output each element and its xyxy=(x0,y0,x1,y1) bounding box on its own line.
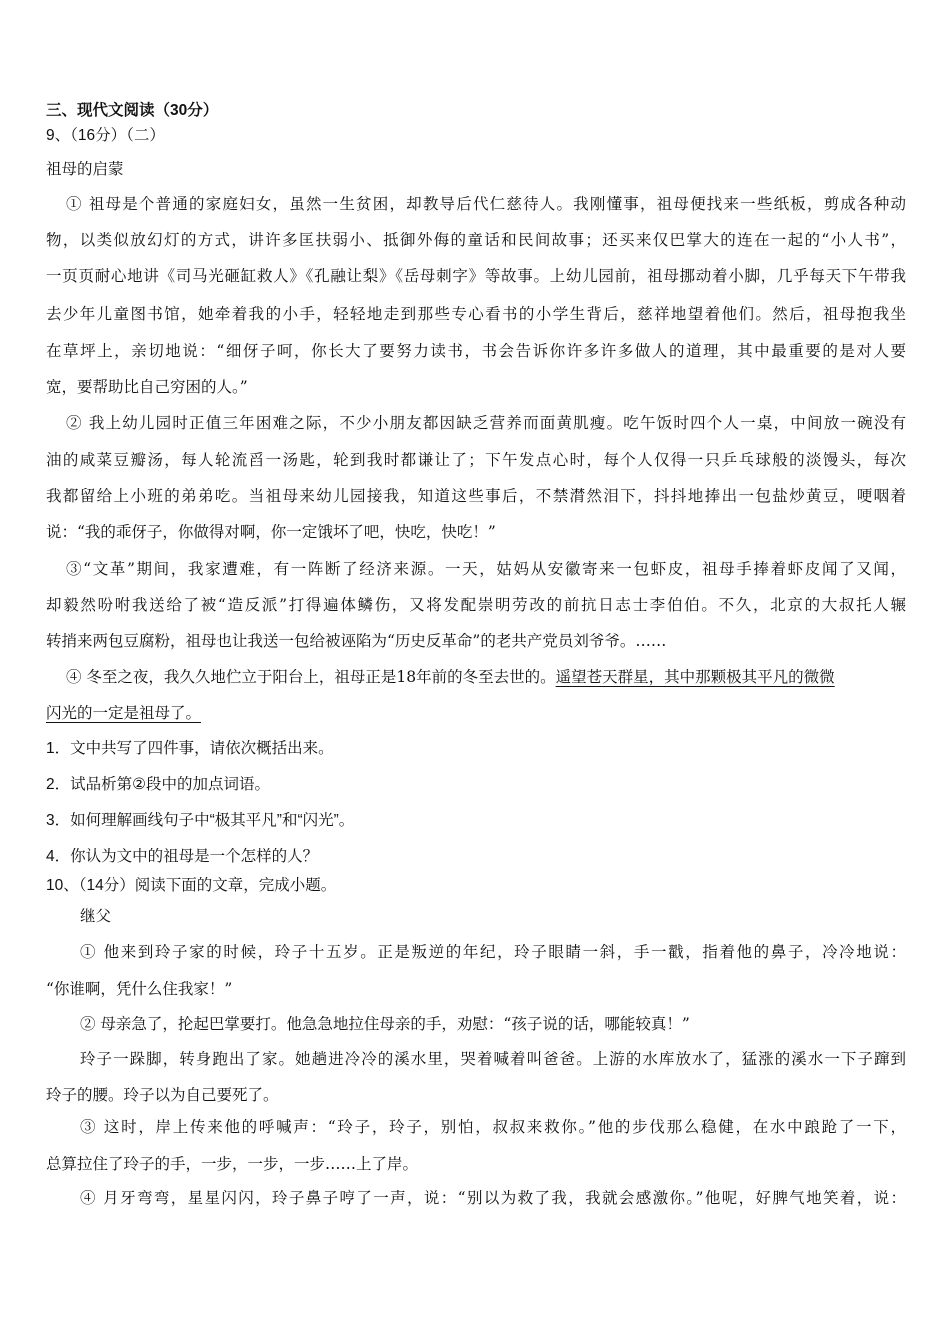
passage-line: 油的咸菜豆瓣汤，每人轮流舀一汤匙，轮到我时都谦让了；下午发点心时，每个人仅得一只乒乓球般的淡馒头，每次 xyxy=(46,451,906,469)
question-item: 3．如何理解画线句子中“极其平凡”和“闪光”。 xyxy=(46,812,355,829)
passage-line: 总算拉住了玲子的手，一步，一步，一步……上了岸。 xyxy=(46,1155,419,1173)
question-9-header: 9、（16分）（二） xyxy=(46,127,165,144)
passage-line: 在草坪上，亲切地说：“细伢子呵，你长大了要努力读书，书会告诉你许多许多做人的道理，其中最重要的是对人要 xyxy=(46,342,906,360)
question-item: 4．你认为文中的祖母是一个怎样的人？ xyxy=(46,848,319,865)
passage-line: 一页页耐心地讲《司马光砸缸救人》《孔融让梨》《岳母刺字》等故事。上幼儿园前，祖母挪动着小脚，几乎每天下午带我 xyxy=(46,267,906,285)
question-item: 2．试品析第②段中的加点词语。 xyxy=(46,776,271,793)
underlined-sentence: 闪光的一定是祖母了。 xyxy=(46,704,202,722)
passage-line: 却毅然吩咐我送给了被“造反派”打得遍体鳞伤，又将发配崇明劳改的前抗日志士李伯伯。不久，北京的大叔托人辗 xyxy=(46,596,906,614)
passage-line: 我都留给上小班的弟弟吃。当祖母来幼儿园接我，知道这些事后，不禁潸然泪下，抖抖地捧出一包盐炒黄豆，哽咽着 xyxy=(46,487,906,505)
passage-title-jifu: 继父 xyxy=(80,907,112,925)
passage-line: “你谁啊，凭什么住我家！” xyxy=(46,980,233,998)
passage-line: 宽，要帮助比自己穷困的人。” xyxy=(46,378,248,396)
passage-line: ① 祖母是个普通的家庭妇女，虽然一生贫困，却教导后代仁慈待人。我刚懂事，祖母便找来一些纸板，剪成各种动 xyxy=(66,195,906,213)
question-10-header: 10、（14分）阅读下面的文章，完成小题。 xyxy=(46,877,337,894)
passage-line: 转捎来两包豆腐粉，祖母也让我送一包给被诬陷为“历史反革命”的老共产党员刘爷爷。…… xyxy=(46,632,667,650)
passage-line: 玲子一跺脚，转身跑出了家。她趟进冷冷的溪水里，哭着喊着叫爸爸。上游的水库放水了，猛涨的溪水一下子蹿到 xyxy=(80,1050,906,1068)
passage-line: ① 他来到玲子家的时候，玲子十五岁。正是叛逆的年纪，玲子眼睛一斜，手一戳，指着他的鼻子，冷冷地说： xyxy=(80,943,906,961)
passage-line: 物，以类似放幻灯的方式，讲许多匡扶弱小、抵御外侮的童话和民间故事；还买来仅巴掌大的连在一起的“小人书”， xyxy=(46,231,906,249)
section-title: 三、现代文阅读（30分） xyxy=(46,102,219,119)
passage-line: 玲子的腰。玲子以为自己要死了。 xyxy=(46,1086,279,1104)
passage-title-zumu: 祖母的启蒙 xyxy=(46,160,124,178)
passage-line: ② 我上幼儿园时正值三年困难之际，不少小朋友都因缺乏营养而面黄肌瘦。吃午饭时四个人一桌，中间放一碗没有 xyxy=(66,414,906,432)
question-item: 1．文中共写了四件事，请依次概括出来。 xyxy=(46,740,334,757)
underlined-sentence: 遥望苍天群星，其中那颗极其平凡的微微 xyxy=(555,668,835,686)
passage-paragraph-4 xyxy=(66,667,906,687)
passage-line: ③“文革”期间，我家遭难，有一阵断了经济来源。一天，姑妈从安徽寄来一包虾皮，祖母手捧着虾皮闻了又闻， xyxy=(66,560,906,578)
passage-line: ④ 月牙弯弯，星星闪闪，玲子鼻子哼了一声，说：“别以为救了我，我就会感激你。”他呢，好脾气地笑着，说： xyxy=(80,1189,906,1207)
paragraph-4-text: ④ 冬至之夜，我久久地伫立于阳台上，祖母正是18年前的冬至去世的。 xyxy=(66,668,556,686)
passage-line: ③ 这时，岸上传来他的呼喊声：“玲子，玲子，别怕，叔叔来救你。”他的步伐那么稳健，在水中踉跄了一下， xyxy=(80,1118,906,1136)
passage-line: 去少年儿童图书馆，她牵着我的小手，轻轻地走到那些专心看书的小学生背后，慈祥地望着他们。然后，祖母抱我坐 xyxy=(46,305,906,323)
passage-line xyxy=(46,703,906,723)
passage-line: 说：“我的乖伢子，你做得对啊，你一定饿坏了吧，快吃，快吃！” xyxy=(46,523,496,541)
passage-line: ② 母亲急了，抡起巴掌要打。他急急地拉住母亲的手，劝慰：“孩子说的话，哪能较真！” xyxy=(80,1015,690,1033)
